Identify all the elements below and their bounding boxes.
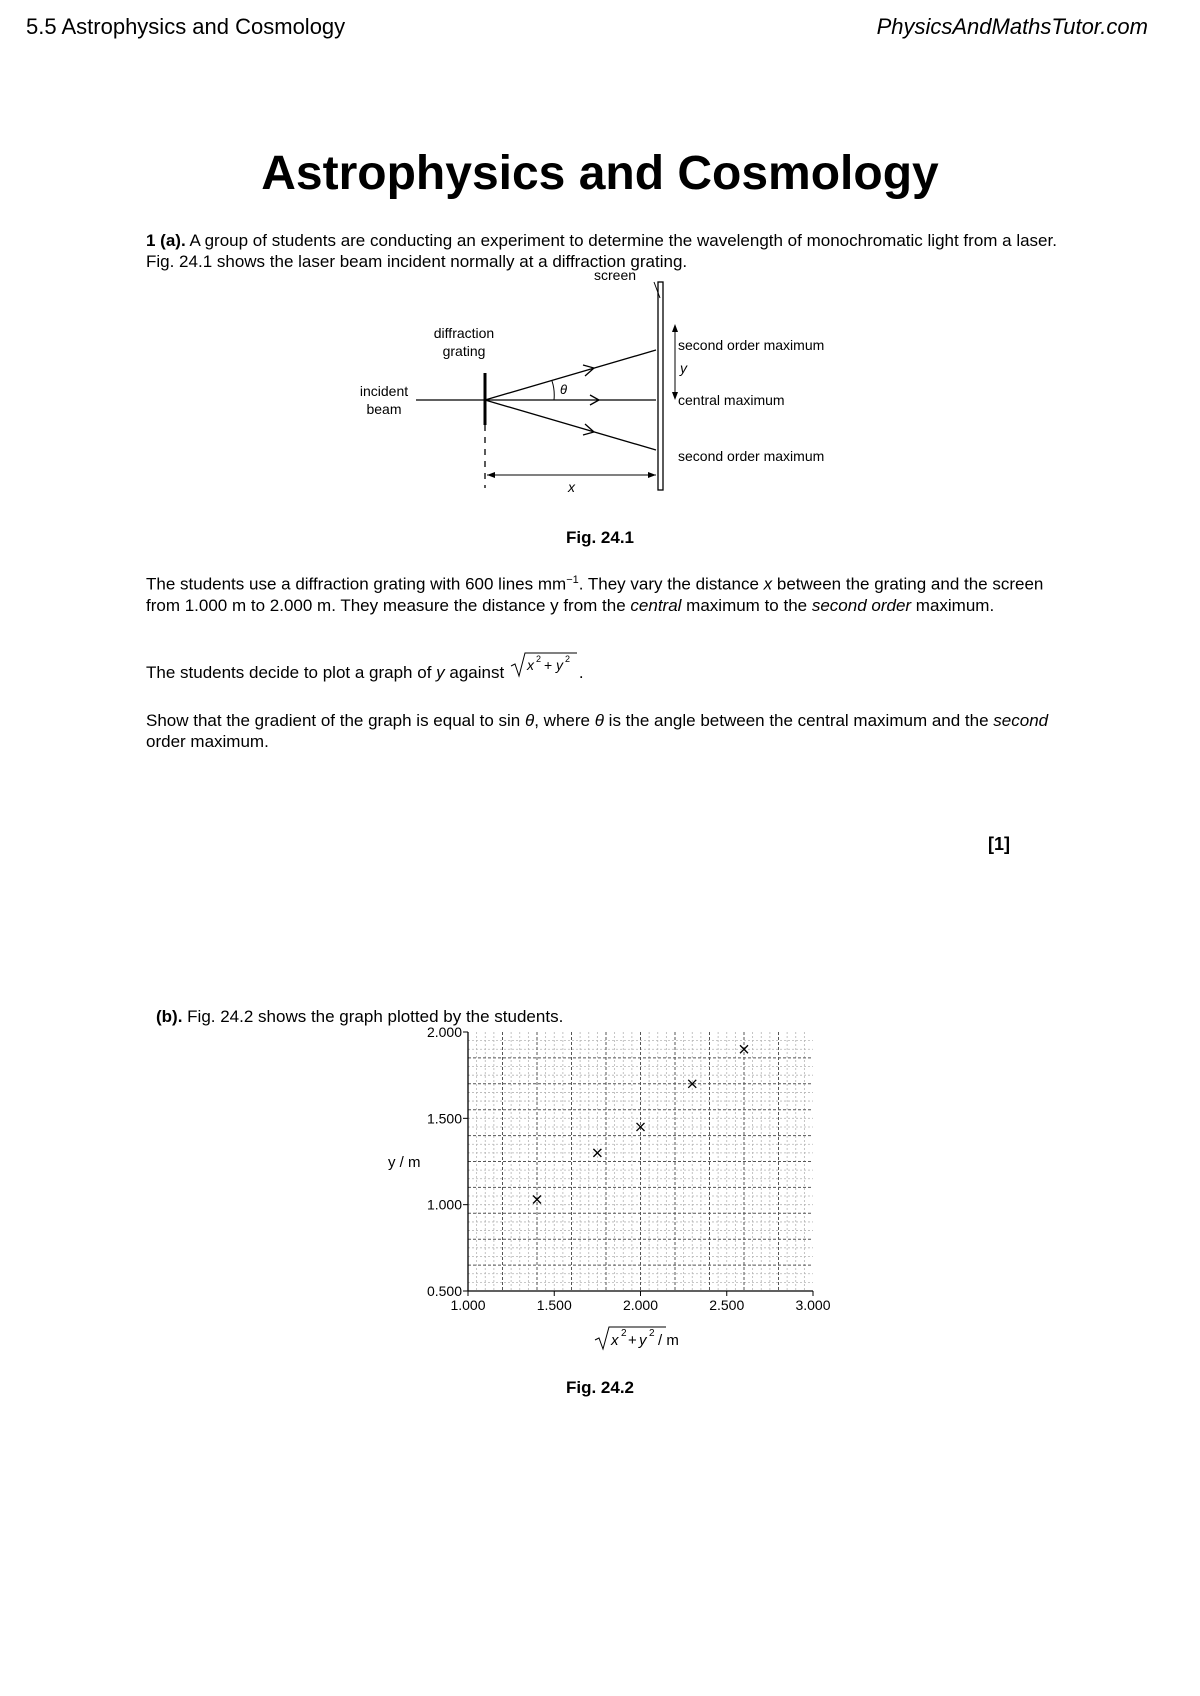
- svg-text:y: y: [639, 1332, 647, 1349]
- question-text-line2: Fig. 24.1 shows the laser beam incident normally at a diffraction grating.: [146, 252, 688, 271]
- x-tick-label: 1.500: [536, 1297, 572, 1313]
- ray-lower: [485, 400, 656, 450]
- fig-24-1-caption: Fig. 24.1: [565, 528, 635, 547]
- screen-label: screen: [594, 267, 637, 283]
- second-order-top-label: second order maximum: [678, 337, 825, 353]
- question-text: A group of students are conducting an experiment to determine the wavelength of monochromatic light from a laser.: [185, 231, 1057, 250]
- svg-text:x: x: [611, 1332, 619, 1349]
- grating-label-2: grating: [442, 343, 486, 359]
- svg-text:2: 2: [535, 654, 541, 664]
- y-label: y: [680, 360, 687, 376]
- marks-label: [1]: [988, 834, 1010, 854]
- y-arrow-up: [672, 324, 678, 332]
- paragraph-show-gradient: Show that the gradient of the graph is equal to sin θ, where θ is the angle between the central maximum and the second order maximum.: [146, 711, 1049, 751]
- question-number: 1 (a).: [146, 231, 186, 250]
- incident-label-2: beam: [366, 401, 402, 417]
- incident-label-1: incident: [359, 383, 409, 399]
- svg-text:2: 2: [621, 1328, 627, 1339]
- svg-text:x: x: [526, 657, 534, 673]
- paragraph-plot: The students decide to plot a graph of y against x 2 + y 2 .: [146, 650, 1066, 683]
- svg-text:2: 2: [649, 1328, 655, 1339]
- x-tick-label: 1.000: [450, 1297, 486, 1313]
- svg-text:y: y: [555, 657, 563, 673]
- x-label: x: [568, 479, 575, 495]
- question-b-text: Fig. 24.2 shows the graph plotted by the students.: [182, 1007, 564, 1026]
- theta-arc: [552, 381, 554, 400]
- x-tick-label: 2.500: [709, 1297, 745, 1313]
- fig-24-2-caption: Fig. 24.2: [565, 1378, 635, 1397]
- y-tick-label: 2.000: [426, 1024, 462, 1040]
- superscript: −1: [566, 574, 579, 586]
- x-arrow-right: [648, 472, 656, 478]
- question-number-b: (b).: [156, 1007, 183, 1026]
- scatter-chart: [360, 1020, 840, 1360]
- x-arrow-left: [487, 472, 495, 478]
- screen-rect: [658, 282, 663, 490]
- paragraph-setup: The students use a diffraction grating with 600 lines $mm^{-1}$. They vary the distance x between the grating and the screen from 1.000 m to 2.000 m. They measure the distance y from the central maximum to the second order maximum.: [146, 574, 1044, 615]
- y-tick-label: 1.000: [426, 1196, 462, 1213]
- y-axis-label: y / m: [388, 1154, 421, 1171]
- central-max-label: central maximum: [678, 392, 785, 408]
- grating-label-1: diffraction: [433, 325, 495, 341]
- svg-text:2: 2: [564, 654, 570, 664]
- page-title: Astrophysics and Cosmology: [261, 147, 939, 200]
- question-1a-intro: [146, 230, 1066, 272]
- svg-text:+: +: [543, 657, 553, 673]
- svg-text:/ m: / m: [658, 1332, 679, 1349]
- header-left: 5.5 Astrophysics and Cosmology: [26, 14, 346, 39]
- second-order-bottom-label: second order maximum: [678, 448, 825, 464]
- sqrt-expression: [509, 650, 579, 680]
- y-tick-label: 0.500: [426, 1283, 462, 1299]
- svg-text:+: +: [628, 1332, 637, 1349]
- x-tick-label: 3.000: [795, 1297, 831, 1313]
- diffraction-diagram: [340, 267, 880, 508]
- theta-label: θ: [560, 382, 568, 397]
- x-axis-label: [595, 1327, 679, 1349]
- x-tick-label: 2.000: [622, 1297, 659, 1313]
- header-right: PhysicsAndMathsTutor.com: [876, 14, 1148, 39]
- ray-upper: [485, 350, 656, 400]
- y-tick-label: 1.500: [426, 1110, 462, 1127]
